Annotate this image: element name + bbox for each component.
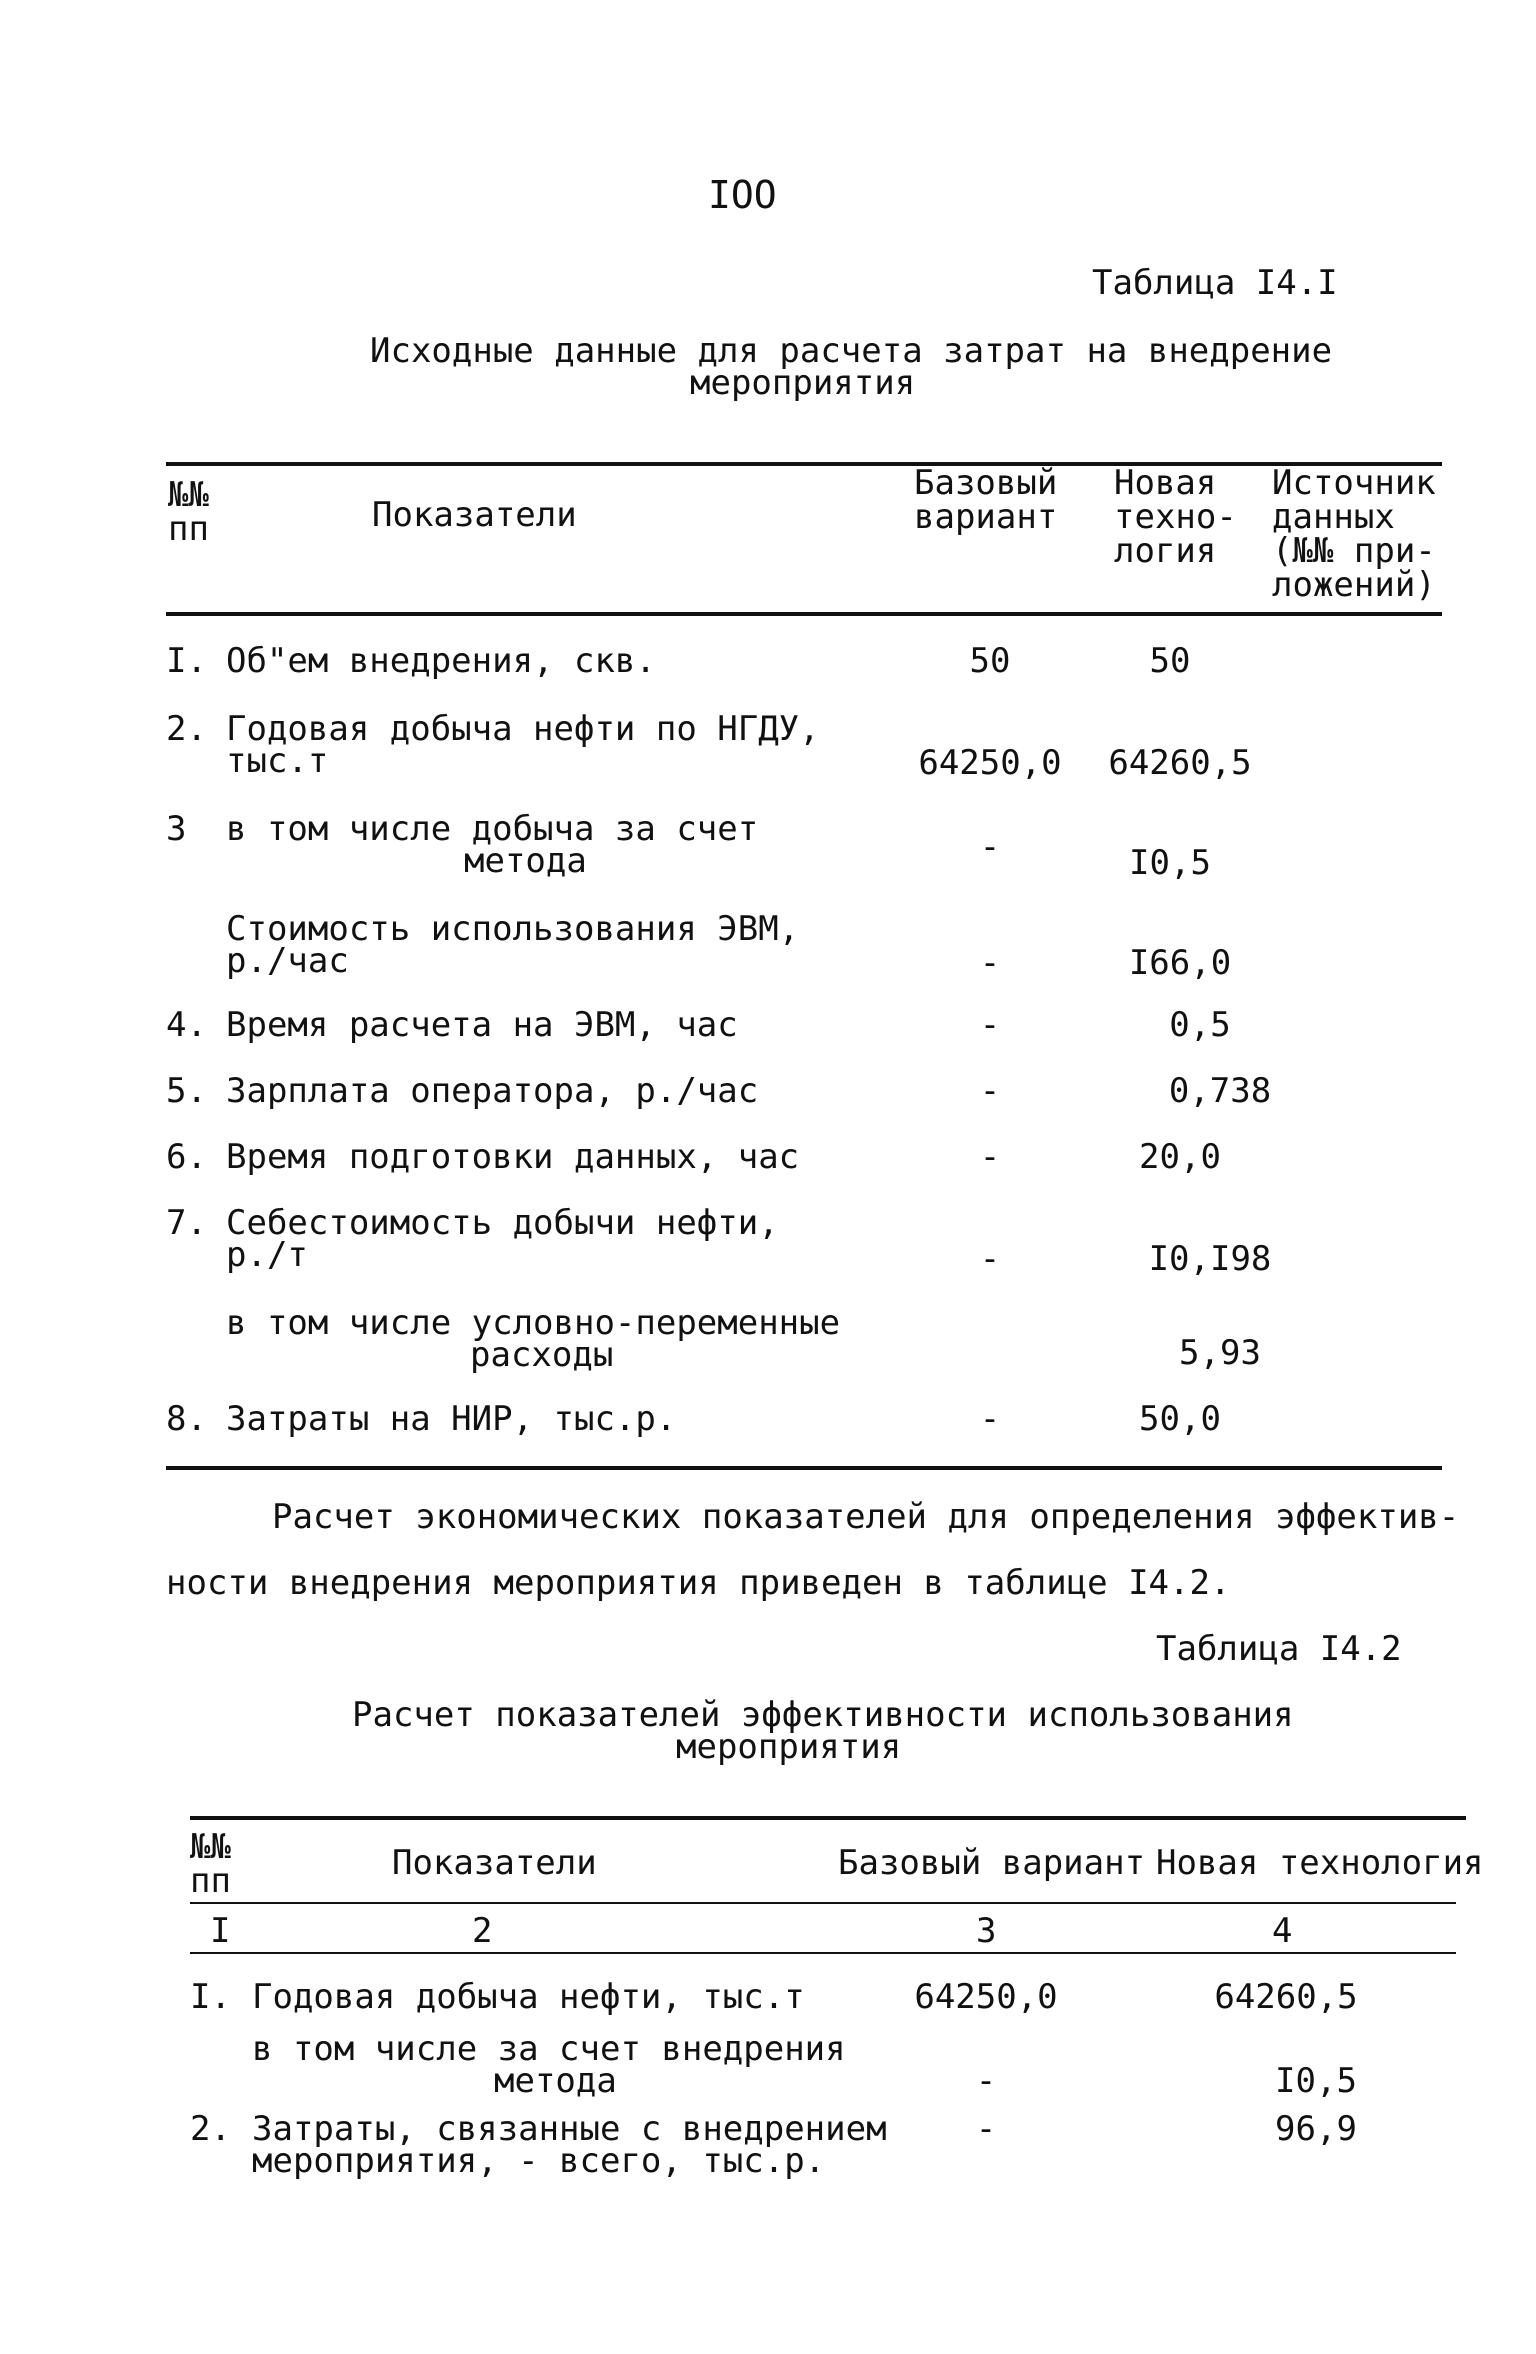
table1-header-base-1: Базовый [914,463,1058,503]
row-label: р./т [226,1235,308,1275]
row-new-value: 96,9 [1275,2109,1357,2149]
row-number: 2. [166,709,207,749]
row-number: 7. [166,1203,207,1243]
table1-header-indicators: Показатели [372,495,577,535]
row-new-value: 5,93 [1179,1333,1261,1373]
row-new-value: 0,738 [1168,1071,1272,1111]
table2-title-line2: мероприятия [676,1727,902,1767]
table2-header-num-2: пп [190,1861,231,1901]
row-base-value: 64250,0 [914,1977,1058,2017]
row-base-value: - [979,1239,1001,1279]
table2-header-base: Базовый вариант [838,1843,1146,1883]
row-label: Затраты на НИР, тыс.р. [226,1399,677,1439]
table1-label: Таблица I4.I [1092,263,1338,303]
row-label: Зарплата оператора, р./час [226,1071,759,1111]
row-base-value: - [979,827,1001,867]
row-number: I. [166,641,207,681]
table2-header-rule [190,1902,1456,1904]
row-base-value: - [979,1399,1001,1439]
table1-top-rule [166,462,1442,466]
row-label: расходы [470,1335,614,1375]
table2-header-new: Новая технология [1156,1843,1484,1883]
row-label: в том числе условно-переменные [226,1303,841,1343]
row-new-value: I0,5 [1129,843,1211,883]
row-base-value: - [975,2109,997,2149]
row-number: 2. [190,2109,231,2149]
row-number: 6. [166,1137,207,1177]
row-base-value: - [979,1137,1001,1177]
table2-header-num-1: №№ [190,1827,231,1867]
table1-header-new-1: Новая [1114,463,1217,503]
table1-header-new-2: техно- [1114,497,1237,537]
row-label: Стоимость использования ЭВМ, [226,909,800,949]
row-label: Годовая добыча нефти по НГДУ, [226,709,820,749]
row-label: метода [464,841,587,881]
paragraph-line2: ности внедрения мероприятия приведен в таблице I4.2. [166,1563,1231,1603]
table2-numbers-rule [190,1952,1456,1954]
table1-header-source-4: ложений) [1272,565,1436,605]
table2-header-indicators: Показатели [392,1843,597,1883]
table1-header-rule [166,612,1442,616]
table1-header-num-1: №№ [168,475,209,515]
table1-header-source-2: данных [1272,497,1395,537]
row-label: в том числе за счет внедрения [252,2029,846,2069]
column-number: 3 [976,1911,997,1951]
row-new-value: 50,0 [1139,1399,1221,1439]
column-number: 4 [1272,1911,1293,1951]
paragraph-line1: Расчет экономических показателей для определения эффектив- [272,1497,1460,1537]
table1-bottom-rule [166,1466,1442,1470]
row-label: метода [494,2061,617,2101]
row-new-value: 20,0 [1139,1137,1221,1177]
row-base-value: - [979,1005,1001,1045]
row-label: Об"ем внедрения, скв. [226,641,656,681]
row-base-value: 50 [969,641,1011,681]
row-number: I. [190,1977,231,2017]
column-number: 2 [472,1911,493,1951]
row-new-value: 64260,5 [1108,743,1252,783]
row-new-value: I0,5 [1275,2061,1357,2101]
row-base-value: - [979,943,1001,983]
page-number: IOO [708,173,777,217]
table2-label: Таблица I4.2 [1156,1629,1402,1669]
row-label: Затраты, связанные с внедрением [252,2109,887,2149]
row-label: Себестоимость добычи нефти, [226,1203,779,1243]
row-number: 8. [166,1399,207,1439]
table1-header-new-3: логия [1114,531,1217,571]
row-new-value: I0,I98 [1148,1239,1272,1279]
table1-header-source-3: (№№ при- [1272,531,1436,571]
row-new-value: 0,5 [1169,1005,1231,1045]
row-new-value: 50 [1149,641,1191,681]
row-label: Годовая добыча нефти, тыс.т [252,1977,805,2017]
row-number: 4. [166,1005,207,1045]
row-label: р./час [226,941,349,981]
table1-header-source-1: Источник [1272,463,1436,503]
row-base-value: 64250,0 [918,743,1062,783]
row-new-value: I66,0 [1128,943,1232,983]
table1-header-base-2: вариант [914,497,1058,537]
row-number: 5. [166,1071,207,1111]
row-base-value: - [979,1071,1001,1111]
row-label: Время расчета на ЭВМ, час [226,1005,738,1045]
row-number: 3 [166,809,187,849]
row-label: тыс.т [226,741,329,781]
row-label: в том числе добыча за счет [226,809,759,849]
row-new-value: 64260,5 [1214,1977,1358,2017]
table1-title-line2: мероприятия [690,363,916,403]
table2-title-line1: Расчет показателей эффективности использования [352,1695,1294,1735]
row-label: Время подготовки данных, час [226,1137,800,1177]
table1-header-num-2: пп [168,509,209,549]
row-label: мероприятия, - всего, тыс.р. [252,2141,826,2181]
table1-title-line1: Исходные данные для расчета затрат на внедрение [370,331,1333,371]
column-number: I [210,1911,231,1951]
row-base-value: - [975,2061,997,2101]
table2-top-rule [190,1816,1466,1820]
